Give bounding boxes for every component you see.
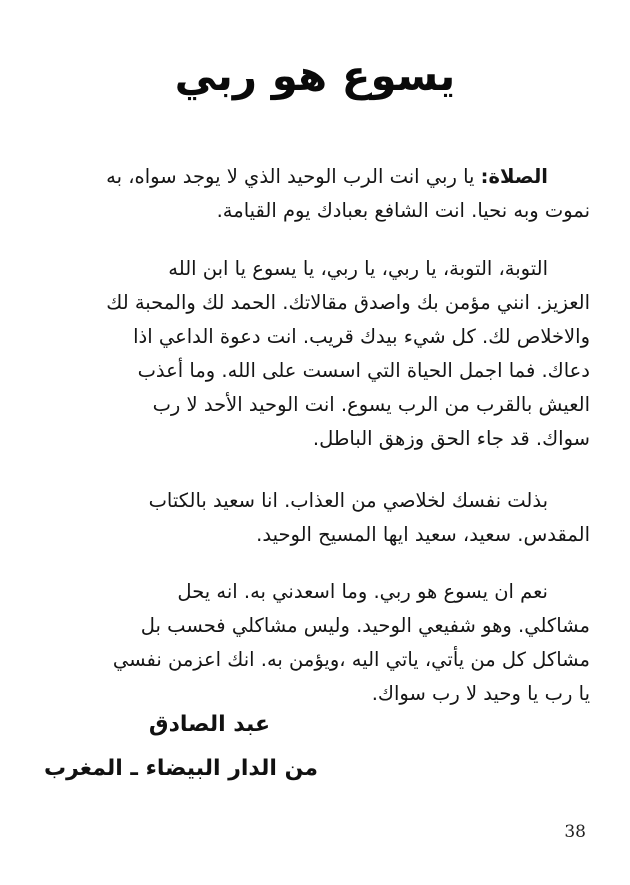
affirmation-paragraph — [38, 575, 590, 711]
page-number: 38 — [564, 822, 586, 842]
paragraph-line: العزيز. انني مؤمن بك واصدق مقالاتك. الحمد لك والمحبة لك — [106, 291, 590, 314]
signature-location: من الدار البيضاء ـ المغرب — [43, 756, 318, 781]
repentance-paragraph — [38, 252, 590, 456]
paragraph-line: والاخلاص لك. كل شيء بيدك قريب. انت دعوة الداعي اذا — [133, 325, 590, 348]
salvation-paragraph — [38, 484, 590, 552]
paragraph-line: نموت وبه نحيا. انت الشافع بعبادك يوم القيامة. — [216, 199, 590, 222]
page-title: يسوع هو ربي — [174, 51, 456, 100]
paragraph-line: نعم ان يسوع هو ربي. وما اسعدني به. انه يحل — [177, 580, 548, 603]
prayer-label: الصلاة: — [480, 165, 548, 188]
signature-name: عبد الصادق — [148, 712, 270, 737]
paragraph-line: مشاكلي. وهو شفيعي الوحيد. وليس مشاكلي فحسب بل — [140, 614, 590, 637]
paragraph-line: التوبة، التوبة، يا ربي، يا ربي، يا يسوع يا ابن الله — [168, 257, 548, 280]
paragraph-line: يا رب يا وحيد لا رب سواك. — [371, 682, 590, 705]
paragraph-line: سواك. قد جاء الحق وزهق الباطل. — [312, 427, 590, 450]
paragraph-line: دعاك. فما اجمل الحياة التي اسست على الله. وما أعذب — [137, 359, 590, 382]
paragraph-line: مشاكل كل من يأتي، ياتي اليه ،ويؤمن به. انك اعزمن نفسي — [112, 648, 590, 671]
paragraph-line: بذلت نفسك لخلاصي من العذاب. انا سعيد بالكتاب — [148, 489, 548, 512]
paragraph-line-text: يا ربي انت الرب الوحيد الذي لا يوجد سواه، به — [106, 165, 475, 188]
paragraph-line: المقدس. سعيد، سعيد ايها المسيح الوحيد. — [256, 523, 590, 546]
prayer-paragraph — [38, 160, 590, 228]
paragraph-line: العيش بالقرب من الرب يسوع. انت الوحيد الأحد لا رب — [152, 393, 590, 416]
paragraph-line — [38, 160, 590, 194]
